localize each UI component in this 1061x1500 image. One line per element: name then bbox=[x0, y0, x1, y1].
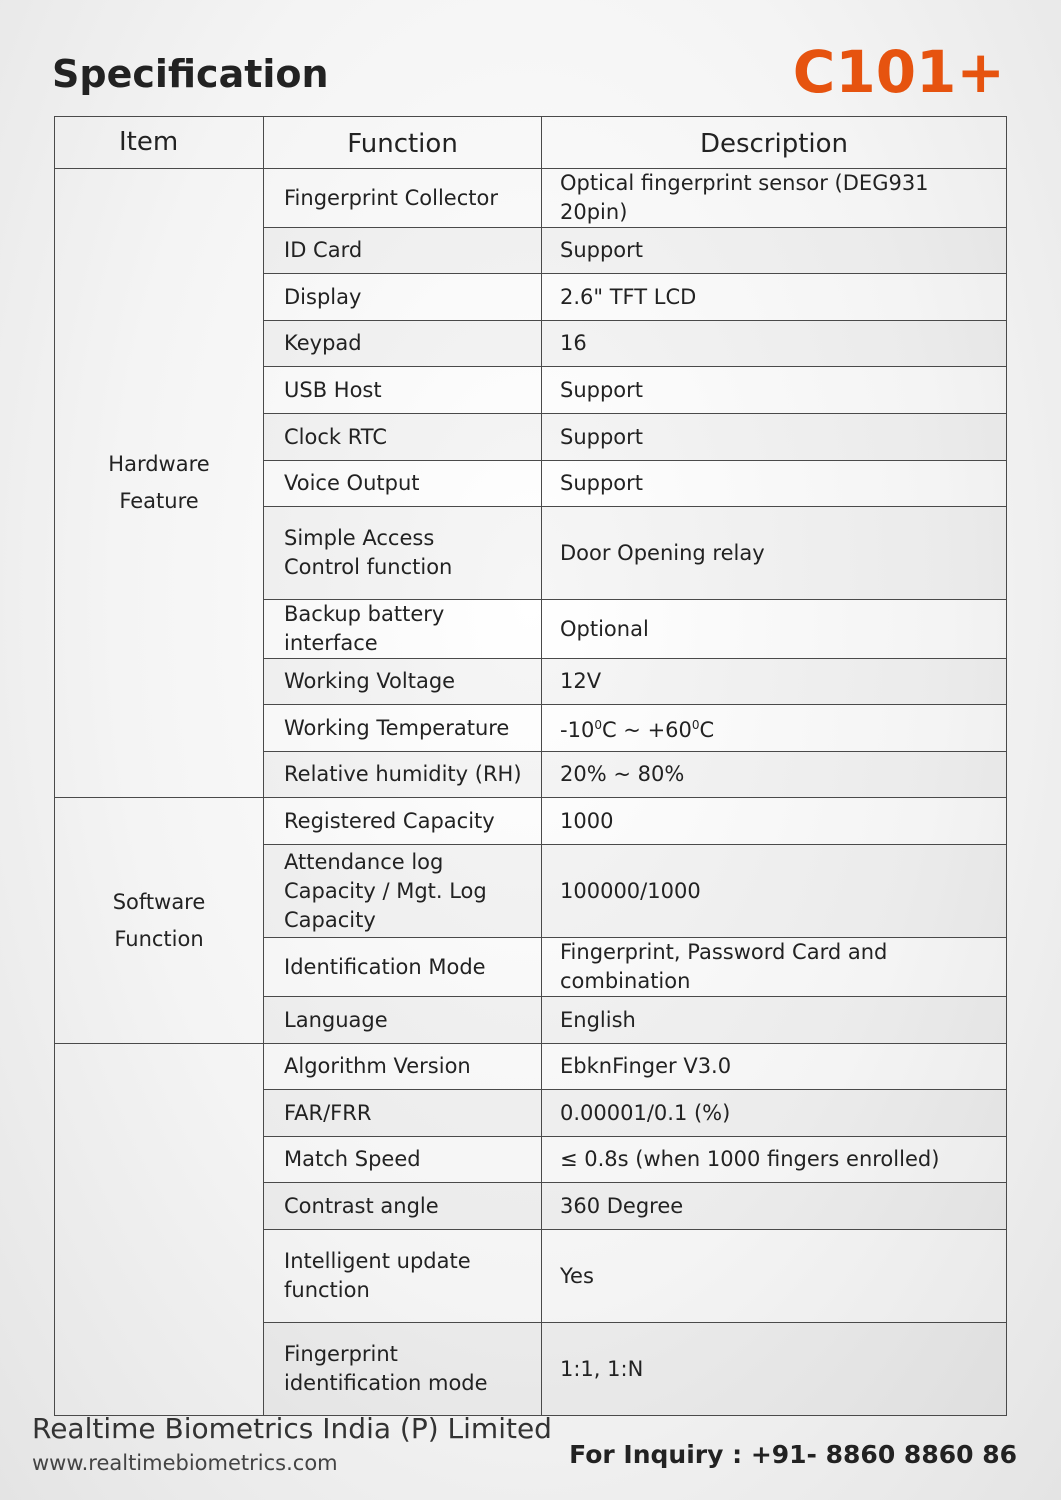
function-cell: Working Temperature bbox=[264, 705, 542, 752]
function-cell: Display bbox=[264, 274, 542, 321]
header-description: Description bbox=[542, 117, 1007, 169]
function-cell: USB Host bbox=[264, 367, 542, 414]
table-row bbox=[55, 798, 1007, 845]
table-row bbox=[55, 169, 1007, 228]
description-cell: 16 bbox=[542, 321, 1007, 367]
function-cell: Voice Output bbox=[264, 461, 542, 507]
description-cell: Support bbox=[542, 228, 1007, 274]
description-cell: Support bbox=[542, 367, 1007, 414]
category-empty bbox=[55, 1044, 264, 1416]
function-cell: FAR/FRR bbox=[264, 1090, 542, 1137]
function-cell: Fingerprint Collector bbox=[264, 169, 542, 228]
header-item: Item bbox=[55, 117, 264, 169]
description-cell: Support bbox=[542, 414, 1007, 461]
function-cell: ID Card bbox=[264, 228, 542, 274]
page-title: Specification bbox=[52, 52, 329, 96]
category-hardware-feature: Hardware Feature bbox=[55, 169, 264, 798]
table-row bbox=[55, 1044, 1007, 1090]
description-cell: Optional bbox=[542, 600, 1007, 659]
table-header-row bbox=[55, 117, 1007, 169]
description-cell: Yes bbox=[542, 1230, 1007, 1323]
company-name: Realtime Biometrics India (P) Limited bbox=[32, 1412, 552, 1445]
description-cell: Support bbox=[542, 461, 1007, 507]
function-cell: Relative humidity (RH) bbox=[264, 752, 542, 798]
description-cell: Optical fingerprint sensor (DEG931 20pin) bbox=[542, 169, 1007, 228]
header-function: Function bbox=[264, 117, 542, 169]
description-cell: ≤ 0.8s (when 1000 fingers enrolled) bbox=[542, 1137, 1007, 1183]
description-cell: English bbox=[542, 997, 1007, 1044]
function-cell: Working Voltage bbox=[264, 659, 542, 705]
function-cell: Registered Capacity bbox=[264, 798, 542, 845]
description-cell: 0.00001/0.1 (%) bbox=[542, 1090, 1007, 1137]
function-cell: Backup battery interface bbox=[264, 600, 542, 659]
function-cell: Language bbox=[264, 997, 542, 1044]
function-cell: Clock RTC bbox=[264, 414, 542, 461]
function-cell: Match Speed bbox=[264, 1137, 542, 1183]
function-cell: Keypad bbox=[264, 321, 542, 367]
inquiry-phone: For Inquiry : +91- 8860 8860 86 bbox=[569, 1440, 1017, 1469]
function-cell: Attendance log Capacity / Mgt. Log Capacity bbox=[264, 845, 542, 938]
description-cell: Door Opening relay bbox=[542, 507, 1007, 600]
function-cell: Identification Mode bbox=[264, 938, 542, 997]
description-cell: 2.6" TFT LCD bbox=[542, 274, 1007, 321]
function-cell: Simple Access Control function bbox=[264, 507, 542, 600]
description-cell: 12V bbox=[542, 659, 1007, 705]
description-cell: EbknFinger V3.0 bbox=[542, 1044, 1007, 1090]
description-cell: Fingerprint, Password Card and combination bbox=[542, 938, 1007, 997]
model-name: C101+ bbox=[792, 38, 1005, 106]
function-cell: Fingerprint identification mode bbox=[264, 1323, 542, 1416]
category-software-function: Software Function bbox=[55, 798, 264, 1044]
function-cell: Algorithm Version bbox=[264, 1044, 542, 1090]
description-cell: 1:1, 1:N bbox=[542, 1323, 1007, 1416]
description-cell: $-10^0C$ ~ $+60^0C$ bbox=[542, 705, 1007, 752]
function-cell: Contrast angle bbox=[264, 1183, 542, 1230]
description-cell: 360 Degree bbox=[542, 1183, 1007, 1230]
website-link[interactable]: www.realtimebiometrics.com bbox=[32, 1451, 338, 1475]
description-cell: 1000 bbox=[542, 798, 1007, 845]
description-cell: 100000/1000 bbox=[542, 845, 1007, 938]
function-cell: Intelligent update function bbox=[264, 1230, 542, 1323]
description-cell: 20% ~ 80% bbox=[542, 752, 1007, 798]
specification-table bbox=[54, 116, 1007, 1416]
